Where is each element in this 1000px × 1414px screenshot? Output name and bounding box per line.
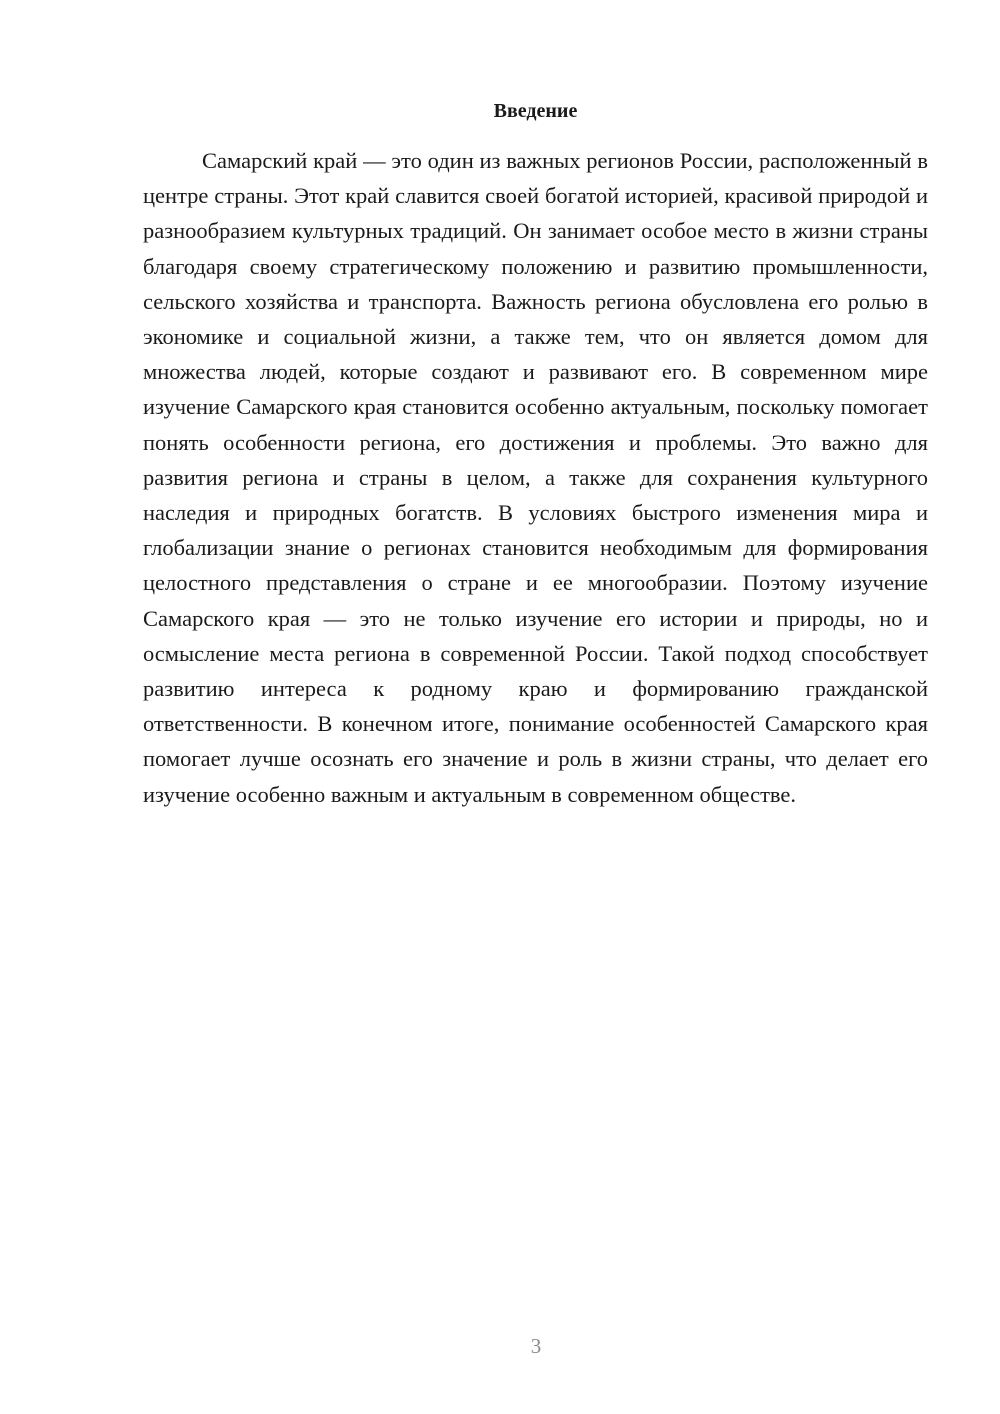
page-title: Введение (493, 100, 578, 122)
body-paragraph: Самарский край — это один из важных регионов России, расположенный в центре страны. Этот край славится своей богатой историей, красивой природой и разнообразием культурных традиций. Он занимает особое место в жизни страны благодаря своему стратегическому положению и развитию промышленности, сельского хозяйства и транспорта. Важность региона обусловлена его ролью в экономике и социальной жизни, а также тем, что он является домом для множества людей, которые создают и развивают его. В современном мире изучение Самарского края становится особенно актуальным, поскольку помогает понять особенности региона, его достижения и проблемы. Это важно для развития региона и страны в целом, а также для сохранения культурного наследия и природных богатств. В условиях быстрого изменения мира и глобализации знание о регионах становится необходимым для формирования целостного представления о стране и ее многообразии. Поэтому изучение Самарского края — это не только изучение его истории и природы, но и осмысление места региона в современной России. Такой подход способствует развитию интереса к родному краю и формированию гражданской ответственности. В конечном итоге, понимание особенностей Самарского края помогает лучше осознать его значение и роль в жизни страны, что делает его изучение особенно важным и актуальным в современном обществе. (143, 148, 928, 807)
page-number: 3 (530, 1334, 542, 1358)
